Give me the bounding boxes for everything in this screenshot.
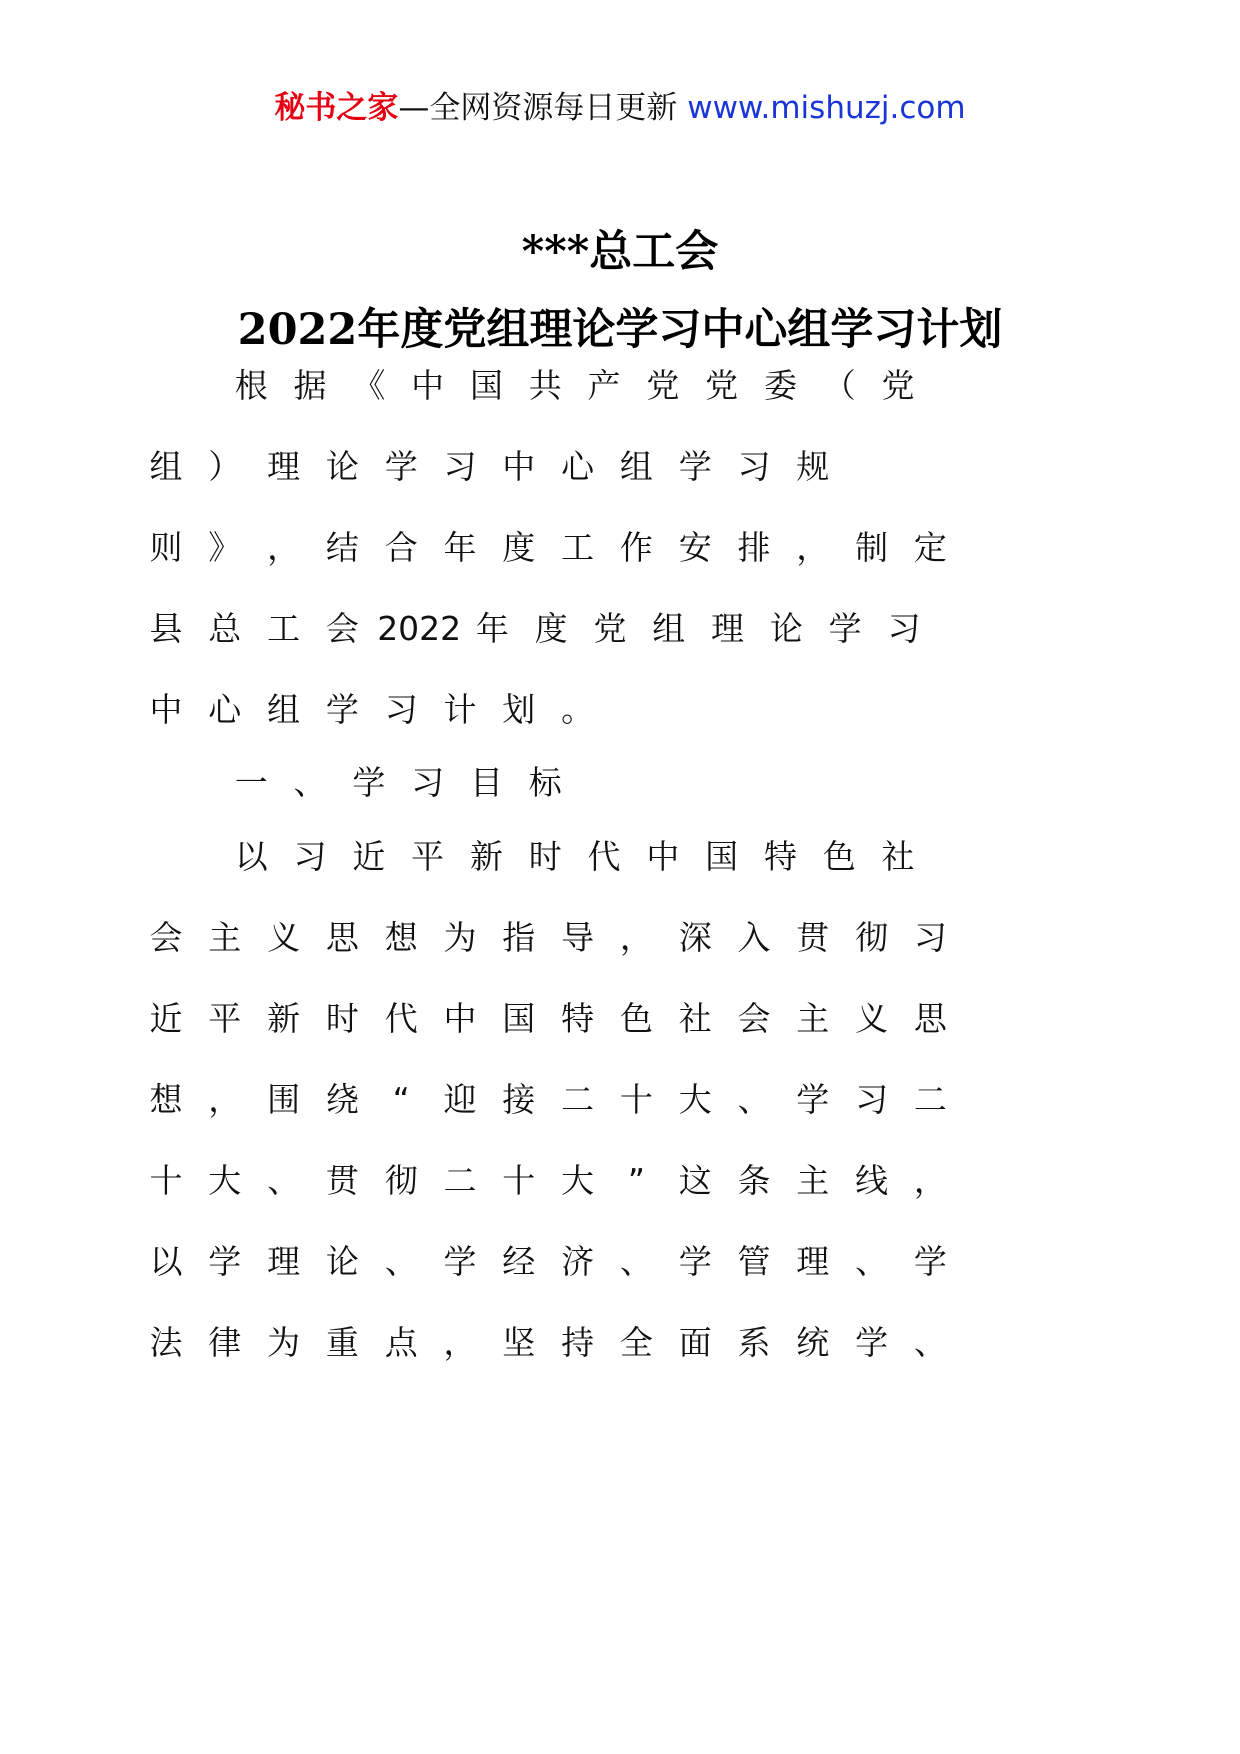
text-character: 绕 [325, 1080, 359, 1119]
text-character: 组 [149, 447, 183, 486]
text-character: 工 [561, 528, 595, 567]
text-character: 点 [384, 1323, 418, 1362]
paragraph-line [0, 523, 1240, 573]
text-character: 总 [208, 609, 242, 648]
paragraph-line [0, 832, 1240, 882]
text-character: 指 [502, 918, 536, 957]
text-character: 理 [796, 1242, 830, 1281]
text-character: 党 [881, 366, 915, 405]
text-character: 彻 [855, 918, 889, 957]
text-character: 》 [208, 528, 242, 567]
text-character: 新 [469, 837, 503, 876]
text-character: 贯 [796, 918, 830, 957]
text-character: 中 [149, 690, 183, 729]
text-character: 习 [737, 447, 771, 486]
text-character: 代 [384, 999, 418, 1038]
text-character: 深 [678, 918, 712, 957]
text-character: 论 [325, 447, 359, 486]
text-character: 度 [534, 609, 568, 648]
text-character: 律 [208, 1323, 242, 1362]
text-character: 大 [678, 1080, 712, 1119]
text-character: 济 [561, 1242, 595, 1281]
text-character: 二 [443, 1161, 477, 1200]
text-character: 学 [443, 1242, 477, 1281]
text-character: 近 [352, 837, 386, 876]
text-character: 学 [678, 447, 712, 486]
text-character: 二 [561, 1080, 595, 1119]
text-character: 学 [384, 447, 418, 486]
text-character: 新 [267, 999, 301, 1038]
text-character: 大 [561, 1161, 595, 1200]
text-character: 时 [528, 837, 562, 876]
text-character: 统 [796, 1323, 830, 1362]
text-character: 《 [352, 366, 386, 405]
text-character: 主 [796, 999, 830, 1038]
text-character: 特 [763, 837, 797, 876]
text-character: 共 [528, 366, 562, 405]
text-character: 学 [352, 763, 386, 802]
text-character: 理 [267, 447, 301, 486]
text-character: 度 [502, 528, 536, 567]
text-character: 近 [149, 999, 183, 1038]
text-character: 十 [502, 1161, 536, 1200]
text-character: 主 [208, 918, 242, 957]
text-character: 县 [149, 609, 183, 648]
text-character: 中 [646, 837, 680, 876]
paragraph-line [0, 994, 1240, 1044]
text-character: 年 [443, 528, 477, 567]
paragraph-line [0, 442, 1240, 492]
text-character: 论 [325, 1242, 359, 1281]
brand-name: 秘书之家 [274, 90, 399, 126]
text-character: 代 [587, 837, 621, 876]
text-character: 面 [678, 1323, 712, 1362]
paragraph-line [0, 913, 1240, 963]
text-character: 中 [411, 366, 445, 405]
text-character: 为 [267, 1323, 301, 1362]
text-character: 国 [502, 999, 536, 1038]
text-character: 规 [796, 447, 830, 486]
text-character: 划 [502, 690, 536, 729]
text-character: 接 [502, 1080, 536, 1119]
paragraph-line [0, 685, 1240, 735]
text-character: 平 [411, 837, 445, 876]
text-character: 二 [913, 1080, 947, 1119]
text-character: 色 [619, 999, 653, 1038]
text-character: 结 [325, 528, 359, 567]
text-character: 年 [475, 609, 509, 648]
text-character: 这 [678, 1161, 712, 1200]
text-character: 根 [234, 366, 268, 405]
text-character: 会 [325, 609, 359, 648]
text-character: 心 [561, 447, 595, 486]
text-character: 制 [855, 528, 889, 567]
text-character: ， [913, 1161, 947, 1200]
text-character: ， [208, 1080, 242, 1119]
text-character: 思 [325, 918, 359, 957]
text-character: 线 [855, 1161, 889, 1200]
paragraph-line [0, 1237, 1240, 1287]
text-character: 法 [149, 1323, 183, 1362]
text-character: 心 [208, 690, 242, 729]
text-character: 想 [384, 918, 418, 957]
text-character: 排 [737, 528, 771, 567]
text-character: 理 [267, 1242, 301, 1281]
text-character: 习 [855, 1080, 889, 1119]
text-character: 党 [646, 366, 680, 405]
text-character: 、 [619, 1242, 653, 1281]
text-character: 安 [678, 528, 712, 567]
text-character: 学 [678, 1242, 712, 1281]
text-character: 学 [796, 1080, 830, 1119]
text-character: ， [443, 1323, 477, 1362]
text-character: “ [392, 1080, 410, 1119]
text-character: 计 [443, 690, 477, 729]
text-character: 2022 [377, 609, 462, 648]
text-character: 贯 [325, 1161, 359, 1200]
text-character: 以 [149, 1242, 183, 1281]
paragraph-line [0, 361, 1240, 411]
document-title-plan: 2022年度党组理论学习中心组学习计划 [237, 305, 1003, 355]
text-character: 平 [208, 999, 242, 1038]
paragraph-line [0, 1156, 1240, 1206]
text-character: 党 [593, 609, 627, 648]
text-character: 工 [267, 609, 301, 648]
text-character: 合 [384, 528, 418, 567]
text-character: 定 [913, 528, 947, 567]
text-character: 管 [737, 1242, 771, 1281]
text-character: 条 [737, 1161, 771, 1200]
text-character: 义 [855, 999, 889, 1038]
text-character: 十 [149, 1161, 183, 1200]
text-character: 入 [737, 918, 771, 957]
text-character: 、 [267, 1161, 301, 1200]
text-character: 色 [822, 837, 856, 876]
text-character: 、 [913, 1323, 947, 1362]
text-character: 时 [325, 999, 359, 1038]
text-character: 、 [855, 1242, 889, 1281]
text-character: 理 [711, 609, 745, 648]
text-character: 中 [502, 447, 536, 486]
text-character: 习 [913, 918, 947, 957]
text-character: 习 [384, 690, 418, 729]
text-character: ” [627, 1161, 645, 1200]
text-character: 重 [325, 1323, 359, 1362]
text-character: 组 [267, 690, 301, 729]
text-character: 系 [737, 1323, 771, 1362]
text-character: 彻 [384, 1161, 418, 1200]
text-character: 习 [293, 837, 327, 876]
text-character: 作 [619, 528, 653, 567]
text-character: 社 [881, 837, 915, 876]
text-character: ， [267, 528, 301, 567]
text-character: 、 [293, 763, 327, 802]
text-character: 会 [737, 999, 771, 1038]
text-character: 围 [267, 1080, 301, 1119]
text-character: 习 [887, 609, 921, 648]
paragraph-line [0, 604, 1240, 654]
text-character: 以 [234, 837, 268, 876]
text-character: ， [796, 528, 830, 567]
text-character: 特 [561, 999, 595, 1038]
text-character: 十 [619, 1080, 653, 1119]
site-url-link[interactable]: www.mishuzj.com [687, 90, 966, 126]
text-character: 学 [855, 1323, 889, 1362]
text-character: （ [822, 366, 856, 405]
text-character: 、 [737, 1080, 771, 1119]
text-character: 学 [828, 609, 862, 648]
text-character: 学 [913, 1242, 947, 1281]
document-title-org: ***总工会 [521, 227, 719, 277]
text-character: ） [208, 447, 242, 486]
text-character: 全 [619, 1323, 653, 1362]
text-character: 经 [502, 1242, 536, 1281]
text-character: 社 [678, 999, 712, 1038]
paragraph-line [0, 758, 1240, 808]
paragraph-line [0, 1075, 1240, 1125]
text-character: 导 [561, 918, 595, 957]
text-character: 则 [149, 528, 183, 567]
text-character: 产 [587, 366, 621, 405]
text-character: 组 [652, 609, 686, 648]
text-character: 迎 [443, 1080, 477, 1119]
text-character: 学 [208, 1242, 242, 1281]
text-character: 据 [293, 366, 327, 405]
text-character: 一 [234, 763, 268, 802]
text-character: 持 [561, 1323, 595, 1362]
text-character: 大 [208, 1161, 242, 1200]
header-slogan: —全网资源每日更新 [398, 90, 678, 126]
text-character: 思 [913, 999, 947, 1038]
text-character: 想 [149, 1080, 183, 1119]
text-character: 坚 [502, 1323, 536, 1362]
text-character: 。 [561, 690, 595, 729]
text-character: 中 [443, 999, 477, 1038]
text-character: 国 [705, 837, 739, 876]
text-character: 目 [469, 763, 503, 802]
text-character: 义 [267, 918, 301, 957]
site-header [0, 86, 1240, 130]
text-character: 党 [705, 366, 739, 405]
text-character: 习 [443, 447, 477, 486]
text-character: 组 [619, 447, 653, 486]
text-character: 国 [469, 366, 503, 405]
text-character: 习 [411, 763, 445, 802]
text-character: 标 [528, 763, 562, 802]
text-character: 为 [443, 918, 477, 957]
text-character: 委 [763, 366, 797, 405]
text-character: 会 [149, 918, 183, 957]
paragraph-line [0, 1318, 1240, 1368]
text-character: 、 [384, 1242, 418, 1281]
text-character: 主 [796, 1161, 830, 1200]
text-character: 学 [325, 690, 359, 729]
text-character: ， [619, 918, 653, 957]
text-character: 论 [769, 609, 803, 648]
